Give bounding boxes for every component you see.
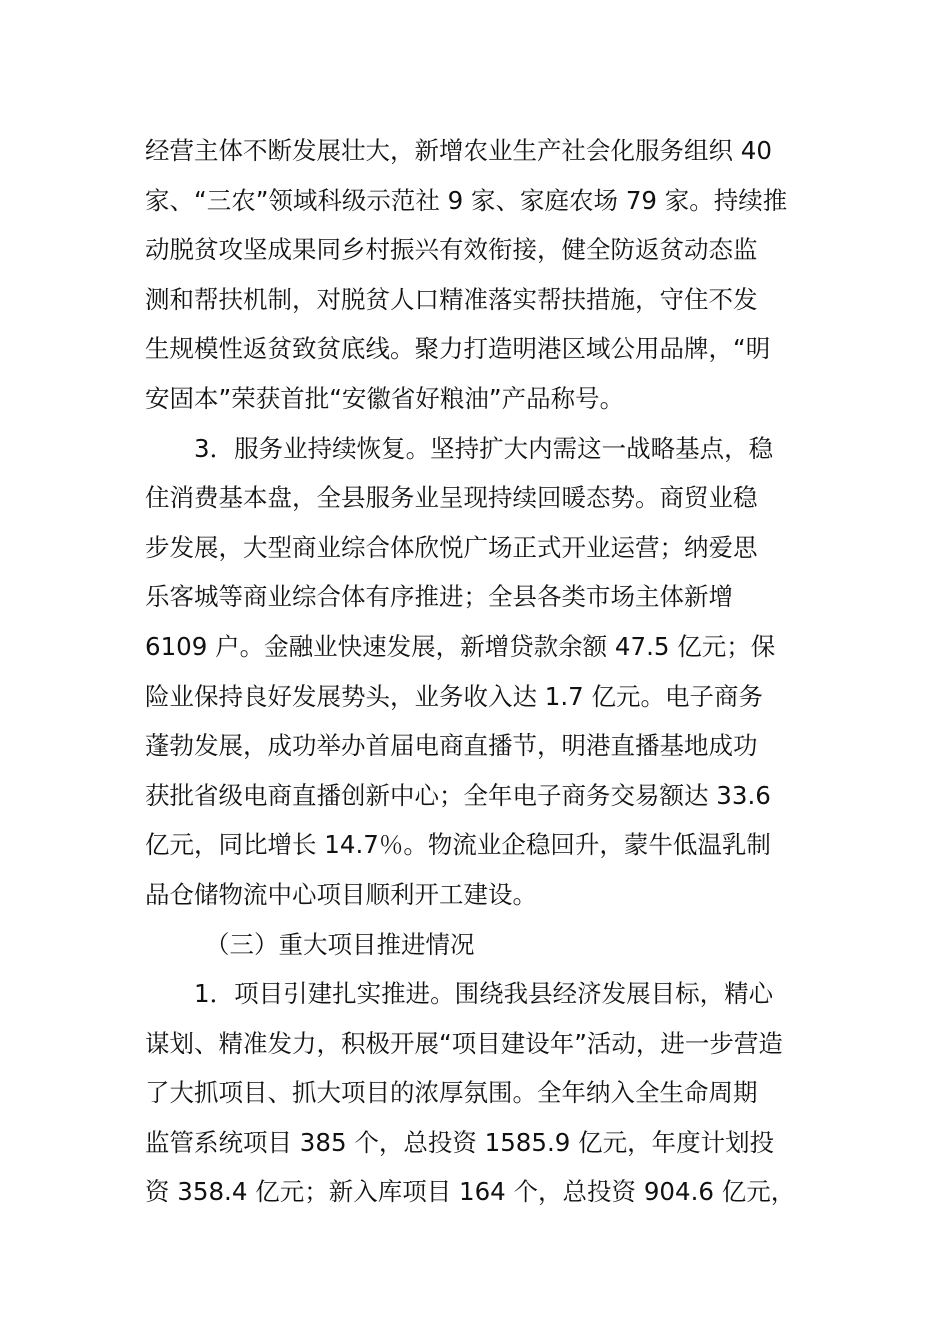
text-line: 测和帮扶机制，对脱贫人口精准落实帮扶措施，守住不发 — [145, 284, 758, 314]
text-line: 家、“三农”领域科级示范社 9 家、家庭农场 79 家。持续推 — [145, 185, 788, 215]
text-line: 了大抓项目、抓大项目的浓厚氛围。全年纳入全生命周期 — [145, 1078, 758, 1108]
text-line: 6109 户。金融业快速发展，新增贷款余额 47.5 亿元；保 — [145, 631, 776, 661]
text-line: 监管系统项目 385 个，总投资 1585.9 亿元，年度计划投 — [145, 1127, 775, 1157]
text-line: 生规模性返贫致贫底线。聚力打造明港区域公用品牌，“明 — [145, 334, 771, 364]
text-line: 步发展，大型商业综合体欣悦广场正式开业运营；纳爱思 — [145, 532, 758, 562]
section-heading-major-projects — [145, 920, 807, 970]
paragraph-agriculture-continuation — [145, 126, 807, 424]
paragraph-project-introduction — [145, 969, 807, 1217]
text-line: 谋划、精准发力，积极开展“项目建设年”活动，进一步营造 — [145, 1028, 783, 1058]
document-body — [145, 126, 807, 1217]
section-heading: （三）重大项目推进情况 — [205, 929, 475, 959]
text-line: 住消费基本盘，全县服务业呈现持续回暖态势。商贸业稳 — [145, 483, 758, 513]
text-line: 1．项目引建扎实推进。围绕我县经济发展目标，精心 — [194, 979, 774, 1009]
text-line: 乐客城等商业综合体有序推进；全县各类市场主体新增 — [145, 582, 733, 612]
text-line: 品仓储物流中心项目顺利开工建设。 — [145, 879, 537, 909]
text-line: 安固本”荣获首批“安徽省好粮油”产品称号。 — [145, 383, 625, 413]
text-line: 亿元，同比增长 14.7％。物流业企稳回升，蒙牛低温乳制 — [145, 830, 771, 860]
text-line: 获批省级电商直播创新中心；全年电子商务交易额达 33.6 — [145, 780, 771, 810]
text-line: 经营主体不断发展壮大，新增农业生产社会化服务组织 40 — [145, 136, 772, 165]
text-line: 3．服务业持续恢复。坚持扩大内需这一战略基点，稳 — [194, 433, 774, 463]
text-line: 险业保持良好发展势头，业务收入达 1.7 亿元。电子商务 — [145, 681, 764, 711]
text-line: 蓬勃发展，成功举办首届电商直播节，明港直播基地成功 — [145, 731, 758, 761]
paragraph-service-industry — [145, 424, 807, 920]
text-line: 动脱贫攻坚成果同乡村振兴有效衔接，健全防返贫动态监 — [145, 235, 758, 265]
text-line: 资 358.4 亿元；新入库项目 164 个，总投资 904.6 亿元， — [145, 1177, 796, 1207]
